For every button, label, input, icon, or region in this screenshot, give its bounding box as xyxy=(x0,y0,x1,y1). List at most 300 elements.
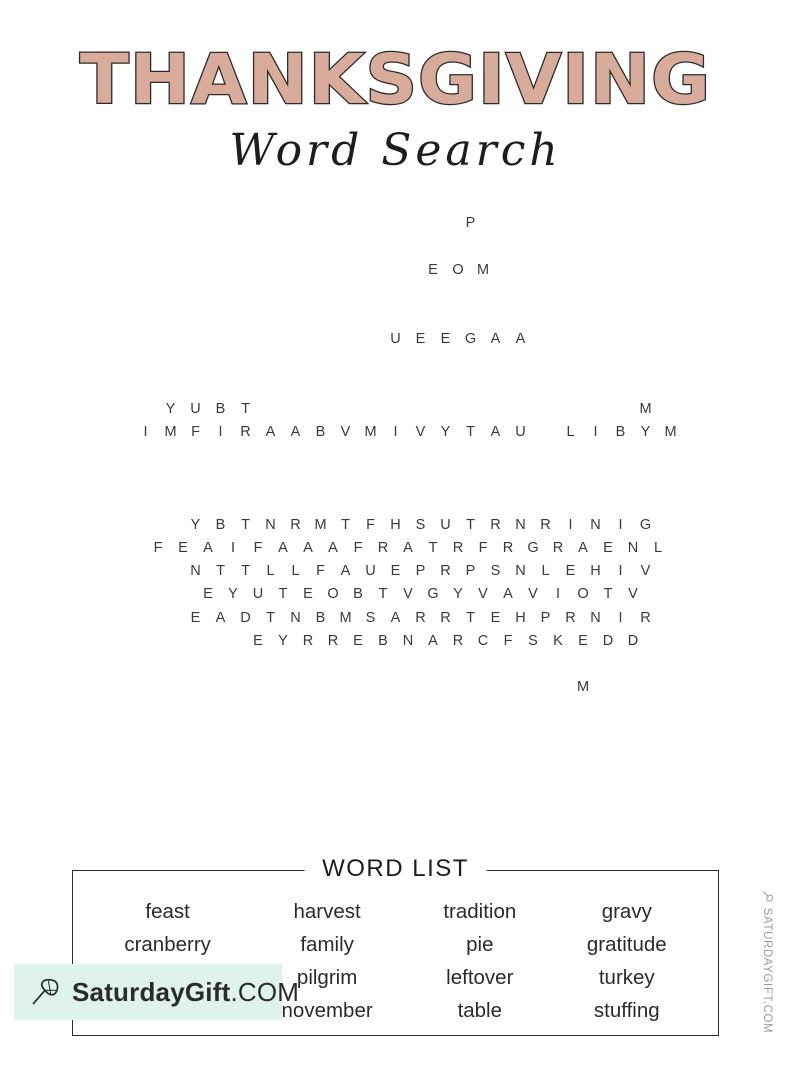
grid-letter[interactable]: T xyxy=(216,563,225,580)
grid-letter[interactable]: N xyxy=(590,516,601,533)
grid-blank xyxy=(508,402,533,417)
grid-letter[interactable]: G xyxy=(464,331,477,348)
grid-blank xyxy=(446,657,471,672)
grid-letter[interactable]: A xyxy=(515,331,526,348)
grid-blank xyxy=(383,448,408,463)
grid-letter[interactable]: T xyxy=(266,609,275,626)
side-brand xyxy=(757,876,779,1046)
grid-letter[interactable]: T xyxy=(241,563,250,580)
grid-blank xyxy=(571,471,596,486)
grid-row xyxy=(36,235,756,258)
word-list-item[interactable]: tradition xyxy=(443,900,517,923)
grid-letter[interactable]: R xyxy=(440,563,451,580)
word-list-item[interactable]: harvest xyxy=(293,900,361,923)
grid-letter[interactable]: A xyxy=(203,539,213,556)
grid-letter[interactable]: R xyxy=(565,609,576,626)
grid-blank xyxy=(421,309,446,324)
grid-row xyxy=(36,629,756,652)
grid-blank xyxy=(133,402,158,417)
grid-blank xyxy=(183,448,208,463)
grid-blank xyxy=(196,471,221,486)
grid-letter[interactable]: M xyxy=(364,424,377,441)
grid-blank xyxy=(433,216,458,231)
grid-blank xyxy=(246,495,271,510)
grid-letter[interactable]: F xyxy=(503,632,513,649)
grid-blank xyxy=(471,309,496,324)
grid-letter[interactable]: A xyxy=(290,424,301,441)
grid-letter[interactable]: I xyxy=(618,563,623,580)
grid-blank xyxy=(321,657,346,672)
grid-blank xyxy=(371,471,396,486)
grid-letter[interactable]: I xyxy=(393,424,398,441)
grid-blank xyxy=(521,379,546,394)
grid-blank xyxy=(321,263,346,278)
word-list-item[interactable]: family xyxy=(300,933,354,957)
grid-letter[interactable]: B xyxy=(315,609,326,626)
grid-blank xyxy=(346,309,371,324)
grid-blank xyxy=(296,703,321,718)
grid-letter[interactable]: M xyxy=(576,679,590,696)
grid-blank xyxy=(133,564,158,579)
word-list-item[interactable]: cranberry xyxy=(124,933,211,957)
grid-letter[interactable]: R xyxy=(290,516,301,533)
grid-letter[interactable]: Y xyxy=(190,516,201,533)
grid-letter[interactable]: R xyxy=(302,632,314,649)
grid-letter[interactable]: R xyxy=(490,516,501,533)
grid-letter[interactable]: E xyxy=(190,609,201,626)
grid-blank xyxy=(496,471,521,486)
grid-letter[interactable]: U xyxy=(252,586,264,603)
grid-letter[interactable]: A xyxy=(490,424,501,441)
grid-letter[interactable]: A xyxy=(265,424,276,441)
grid-letter[interactable]: T xyxy=(428,539,438,556)
grid-letter[interactable]: U xyxy=(440,516,451,533)
grid-blank xyxy=(333,355,358,370)
grid-blank xyxy=(383,402,408,417)
grid-blank xyxy=(421,726,446,741)
grid-letter[interactable]: A xyxy=(428,632,438,649)
grid-blank xyxy=(333,402,358,417)
grid-letter[interactable]: Y xyxy=(228,586,238,603)
grid-letter[interactable]: T xyxy=(466,516,475,533)
grid-letter[interactable]: M xyxy=(476,261,490,278)
grid-blank xyxy=(283,286,308,301)
grid-blank xyxy=(458,402,483,417)
grid-blank xyxy=(296,495,321,510)
word-list-title: WORD LIST xyxy=(304,855,487,883)
grid-blank xyxy=(433,355,458,370)
grid-letter[interactable]: Y xyxy=(165,400,176,417)
grid-blank xyxy=(371,379,396,394)
grid-letter[interactable]: O xyxy=(577,586,589,603)
grid-blank xyxy=(333,332,358,347)
word-search-grid[interactable] xyxy=(36,212,756,745)
grid-blank xyxy=(221,634,246,649)
grid-blank xyxy=(246,657,271,672)
grid-blank xyxy=(108,425,133,440)
grid-blank xyxy=(258,355,283,370)
grid-letter[interactable]: Y xyxy=(640,424,651,441)
grid-letter[interactable]: C xyxy=(477,632,489,649)
grid-blank xyxy=(446,703,471,718)
grid-row xyxy=(36,490,756,513)
grid-blank xyxy=(421,471,446,486)
grid-letter[interactable]: A xyxy=(278,539,288,556)
grid-blank xyxy=(433,286,458,301)
word-list-item[interactable]: turkey xyxy=(598,966,655,990)
grid-letter[interactable]: F xyxy=(366,516,375,533)
grid-blank xyxy=(196,495,221,510)
page-header xyxy=(0,40,791,176)
grid-letter[interactable]: L xyxy=(653,539,663,556)
grid-blank xyxy=(308,332,333,347)
grid-letter[interactable]: U xyxy=(365,563,376,580)
grid-row xyxy=(36,513,756,536)
grid-blank xyxy=(146,634,171,649)
grid-letter[interactable]: R xyxy=(327,632,339,649)
grid-letter[interactable]: G xyxy=(527,539,539,556)
grid-letter[interactable]: R xyxy=(640,609,651,626)
grid-blank xyxy=(471,379,496,394)
grid-letter[interactable]: E xyxy=(353,632,363,649)
grid-blank xyxy=(333,448,358,463)
grid-blank xyxy=(421,657,446,672)
grid-blank xyxy=(158,448,183,463)
grid-letter[interactable]: A xyxy=(490,331,501,348)
grid-blank xyxy=(133,611,158,626)
grid-letter[interactable]: I xyxy=(618,516,623,533)
grid-blank xyxy=(271,657,296,672)
grid-letter[interactable]: T xyxy=(603,586,613,603)
grid-blank xyxy=(358,448,383,463)
brand-suffix: .COM xyxy=(230,976,300,1007)
grid-blank xyxy=(383,216,408,231)
grid-row xyxy=(36,467,756,490)
grid-letter[interactable]: E xyxy=(603,539,613,556)
grid-letter[interactable]: E xyxy=(253,632,263,649)
grid-letter[interactable]: M xyxy=(664,424,677,441)
word-list-item[interactable]: gravy xyxy=(601,900,652,923)
grid-letter[interactable]: K xyxy=(553,632,563,649)
grid-letter[interactable]: B xyxy=(315,424,326,441)
grid-blank xyxy=(571,495,596,510)
grid-letter[interactable]: E xyxy=(178,539,188,556)
grid-letter[interactable]: M xyxy=(164,424,177,441)
grid-letter[interactable]: M xyxy=(339,609,352,626)
grid-blank xyxy=(346,263,371,278)
grid-blank xyxy=(496,657,521,672)
grid-letter[interactable]: A xyxy=(390,609,401,626)
grid-letter[interactable]: U xyxy=(515,424,526,441)
grid-letter[interactable]: T xyxy=(466,609,475,626)
grid-blank xyxy=(396,379,421,394)
grid-letter[interactable]: N xyxy=(590,609,601,626)
grid-blank xyxy=(558,402,583,417)
grid-letter[interactable]: N xyxy=(627,539,639,556)
grid-blank xyxy=(408,286,433,301)
grid-letter[interactable]: L xyxy=(541,563,550,580)
grid-blank xyxy=(346,703,371,718)
grid-blank xyxy=(283,402,308,417)
grid-letter[interactable]: H xyxy=(515,609,526,626)
grid-row xyxy=(36,653,756,676)
grid-blank xyxy=(246,379,271,394)
grid-letter[interactable]: N xyxy=(265,516,276,533)
grid-letter[interactable]: A xyxy=(503,586,513,603)
grid-letter[interactable]: O xyxy=(452,261,464,278)
grid-letter[interactable]: E xyxy=(440,331,451,348)
grid-letter[interactable]: E xyxy=(428,261,438,278)
grid-letter[interactable]: A xyxy=(340,563,351,580)
grid-letter[interactable]: B xyxy=(378,632,388,649)
grid-letter[interactable]: D xyxy=(627,632,639,649)
grid-letter[interactable]: A xyxy=(328,539,338,556)
grid-letter[interactable]: M xyxy=(314,516,327,533)
grid-blank xyxy=(321,309,346,324)
grid-letter[interactable]: E xyxy=(390,563,401,580)
word-list-item[interactable]: pilgrim xyxy=(296,966,358,990)
grid-blank xyxy=(346,379,371,394)
grid-letter[interactable]: Y xyxy=(278,632,288,649)
brand-badge xyxy=(14,964,300,1020)
grid-blank xyxy=(471,471,496,486)
grid-blank xyxy=(408,240,433,255)
grid-letter[interactable]: O xyxy=(327,586,339,603)
grid-letter[interactable]: S xyxy=(528,632,538,649)
grid-blank xyxy=(346,495,371,510)
grid-letter[interactable]: Y xyxy=(440,424,451,441)
grid-letter[interactable]: E xyxy=(203,586,213,603)
grid-blank xyxy=(383,240,408,255)
grid-blank xyxy=(433,240,458,255)
grid-letter[interactable]: T xyxy=(241,516,250,533)
grid-blank xyxy=(621,471,646,486)
grid-letter[interactable]: R xyxy=(452,632,464,649)
grid-blank xyxy=(396,726,421,741)
grid-letter[interactable]: R xyxy=(502,539,514,556)
grid-letter[interactable]: I xyxy=(218,424,223,441)
grid-blank xyxy=(271,471,296,486)
grid-blank xyxy=(396,471,421,486)
word-list-item[interactable]: leftover xyxy=(446,966,514,990)
grid-letter[interactable]: I xyxy=(143,424,148,441)
grid-blank xyxy=(471,703,496,718)
grid-letter[interactable]: S xyxy=(365,609,376,626)
grid-blank xyxy=(546,657,571,672)
grid-letter[interactable]: Y xyxy=(453,586,463,603)
grid-letter[interactable]: S xyxy=(490,563,501,580)
grid-letter[interactable]: R xyxy=(440,609,451,626)
grid-blank xyxy=(508,355,533,370)
grid-letter[interactable]: F xyxy=(478,539,488,556)
grid-blank xyxy=(158,564,183,579)
grid-letter[interactable]: I xyxy=(568,516,573,533)
grid-letter[interactable]: F xyxy=(316,563,325,580)
grid-blank xyxy=(333,240,358,255)
grid-blank xyxy=(308,402,333,417)
grid-letter[interactable]: R xyxy=(552,539,564,556)
grid-letter[interactable]: U xyxy=(390,331,401,348)
grid-blank xyxy=(383,355,408,370)
grid-blank xyxy=(521,495,546,510)
grid-letter[interactable]: B xyxy=(215,516,226,533)
grid-letter[interactable]: V xyxy=(415,424,426,441)
grid-blank xyxy=(521,471,546,486)
grid-letter[interactable]: A xyxy=(403,539,413,556)
grid-blank xyxy=(346,680,371,695)
grid-blank xyxy=(483,402,508,417)
word-list-item[interactable]: gratitude xyxy=(586,933,667,957)
grid-letter[interactable]: E xyxy=(415,331,426,348)
grid-letter[interactable]: M xyxy=(639,400,652,417)
grid-blank xyxy=(308,355,333,370)
word-list-item[interactable]: november xyxy=(281,999,373,1023)
grid-letter[interactable]: A xyxy=(303,539,313,556)
grid-letter[interactable]: V xyxy=(528,586,538,603)
grid-letter[interactable]: P xyxy=(415,563,426,580)
grid-row xyxy=(36,398,756,421)
grid-letter[interactable]: G xyxy=(427,586,439,603)
grid-letter[interactable]: V xyxy=(340,424,351,441)
grid-letter[interactable]: E xyxy=(565,563,576,580)
grid-blank xyxy=(358,216,383,231)
grid-letter[interactable]: I xyxy=(618,609,623,626)
grid-blank xyxy=(421,680,446,695)
grid-blank xyxy=(396,703,421,718)
grid-letter[interactable]: I xyxy=(230,539,236,556)
grid-blank xyxy=(346,726,371,741)
grid-letter[interactable]: L xyxy=(566,424,575,441)
grid-letter[interactable]: B xyxy=(353,586,363,603)
grid-letter[interactable]: R xyxy=(452,539,464,556)
grid-blank xyxy=(546,471,571,486)
grid-blank xyxy=(458,355,483,370)
grid-letter[interactable]: L xyxy=(291,563,300,580)
grid-letter[interactable]: N xyxy=(190,563,201,580)
grid-letter[interactable]: A xyxy=(215,609,226,626)
grid-letter[interactable]: V xyxy=(403,586,413,603)
grid-blank xyxy=(408,448,433,463)
grid-letter[interactable]: T xyxy=(466,424,475,441)
grid-blank xyxy=(321,726,346,741)
grid-letter[interactable]: H xyxy=(590,563,601,580)
grid-letter[interactable]: P xyxy=(465,215,476,232)
grid-blank xyxy=(408,355,433,370)
grid-letter[interactable]: D xyxy=(240,609,251,626)
grid-letter[interactable]: A xyxy=(578,539,588,556)
grid-blank xyxy=(121,541,146,556)
grid-letter[interactable]: N xyxy=(402,632,414,649)
grid-blank xyxy=(621,495,646,510)
grid-blank xyxy=(558,448,583,463)
grid-letter[interactable]: P xyxy=(540,609,551,626)
brand-name: SaturdayGift xyxy=(72,976,231,1007)
word-list-item[interactable]: stuffing xyxy=(593,999,660,1023)
grid-letter[interactable]: L xyxy=(266,563,275,580)
grid-letter[interactable]: R xyxy=(377,539,389,556)
grid-letter[interactable]: I xyxy=(555,586,561,603)
grid-blank xyxy=(483,448,508,463)
grid-blank xyxy=(133,518,158,533)
grid-blank xyxy=(546,495,571,510)
word-list-column xyxy=(443,897,516,1025)
grid-blank xyxy=(296,309,321,324)
grid-row xyxy=(36,328,756,351)
grid-letter[interactable]: B xyxy=(215,400,226,417)
grid-letter[interactable]: R xyxy=(415,609,426,626)
grid-blank xyxy=(333,286,358,301)
grid-letter[interactable]: B xyxy=(615,424,626,441)
grid-blank xyxy=(546,680,571,695)
grid-letter[interactable]: N xyxy=(515,563,526,580)
grid-blank xyxy=(358,286,383,301)
grid-letter[interactable]: D xyxy=(602,632,614,649)
grid-blank xyxy=(446,495,471,510)
grid-blank xyxy=(221,657,246,672)
grid-letter[interactable]: V xyxy=(640,563,651,580)
grid-letter[interactable]: T xyxy=(241,400,250,417)
grid-row xyxy=(36,583,756,606)
grid-letter[interactable]: T xyxy=(278,586,288,603)
grid-blank xyxy=(458,448,483,463)
grid-blank xyxy=(583,448,608,463)
grid-letter[interactable]: R xyxy=(240,424,251,441)
grid-letter[interactable]: S xyxy=(415,516,426,533)
grid-blank xyxy=(471,495,496,510)
grid-letter[interactable]: E xyxy=(490,609,501,626)
grid-letter[interactable]: E xyxy=(578,632,588,649)
grid-blank xyxy=(508,448,533,463)
grid-letter[interactable]: F xyxy=(353,539,363,556)
word-list-item[interactable]: pie xyxy=(466,933,494,957)
grid-blank xyxy=(171,471,196,486)
grid-blank xyxy=(221,680,246,695)
grid-letter[interactable]: T xyxy=(378,586,388,603)
grid-letter[interactable]: T xyxy=(341,516,350,533)
grid-blank xyxy=(208,448,233,463)
word-list-item[interactable]: feast xyxy=(145,900,190,923)
grid-letter[interactable]: V xyxy=(628,586,638,603)
grid-blank xyxy=(358,355,383,370)
grid-letter[interactable]: N xyxy=(290,609,301,626)
grid-letter[interactable]: R xyxy=(540,516,551,533)
grid-blank xyxy=(608,402,633,417)
grid-blank xyxy=(246,680,271,695)
grid-letter[interactable]: U xyxy=(190,400,201,417)
grid-letter[interactable]: F xyxy=(191,424,200,441)
grid-letter[interactable]: F xyxy=(153,539,163,556)
grid-letter[interactable]: H xyxy=(390,516,401,533)
grid-letter[interactable]: P xyxy=(465,563,476,580)
grid-letter[interactable]: N xyxy=(515,516,526,533)
grid-blank xyxy=(133,448,158,463)
word-list-item[interactable]: table xyxy=(457,999,503,1023)
grid-row xyxy=(36,722,756,745)
grid-letter[interactable]: I xyxy=(593,424,598,441)
grid-letter[interactable]: F xyxy=(253,539,263,556)
grid-letter[interactable]: E xyxy=(303,586,313,603)
page-title: THANKSGIVING xyxy=(79,40,712,120)
grid-blank xyxy=(308,286,333,301)
grid-row xyxy=(36,212,756,235)
grid-letter[interactable]: V xyxy=(478,586,488,603)
grid-letter[interactable]: G xyxy=(639,516,652,533)
grid-blank xyxy=(321,379,346,394)
grid-blank xyxy=(446,726,471,741)
grid-blank xyxy=(496,309,521,324)
grid-blank xyxy=(446,471,471,486)
grid-blank xyxy=(533,402,558,417)
